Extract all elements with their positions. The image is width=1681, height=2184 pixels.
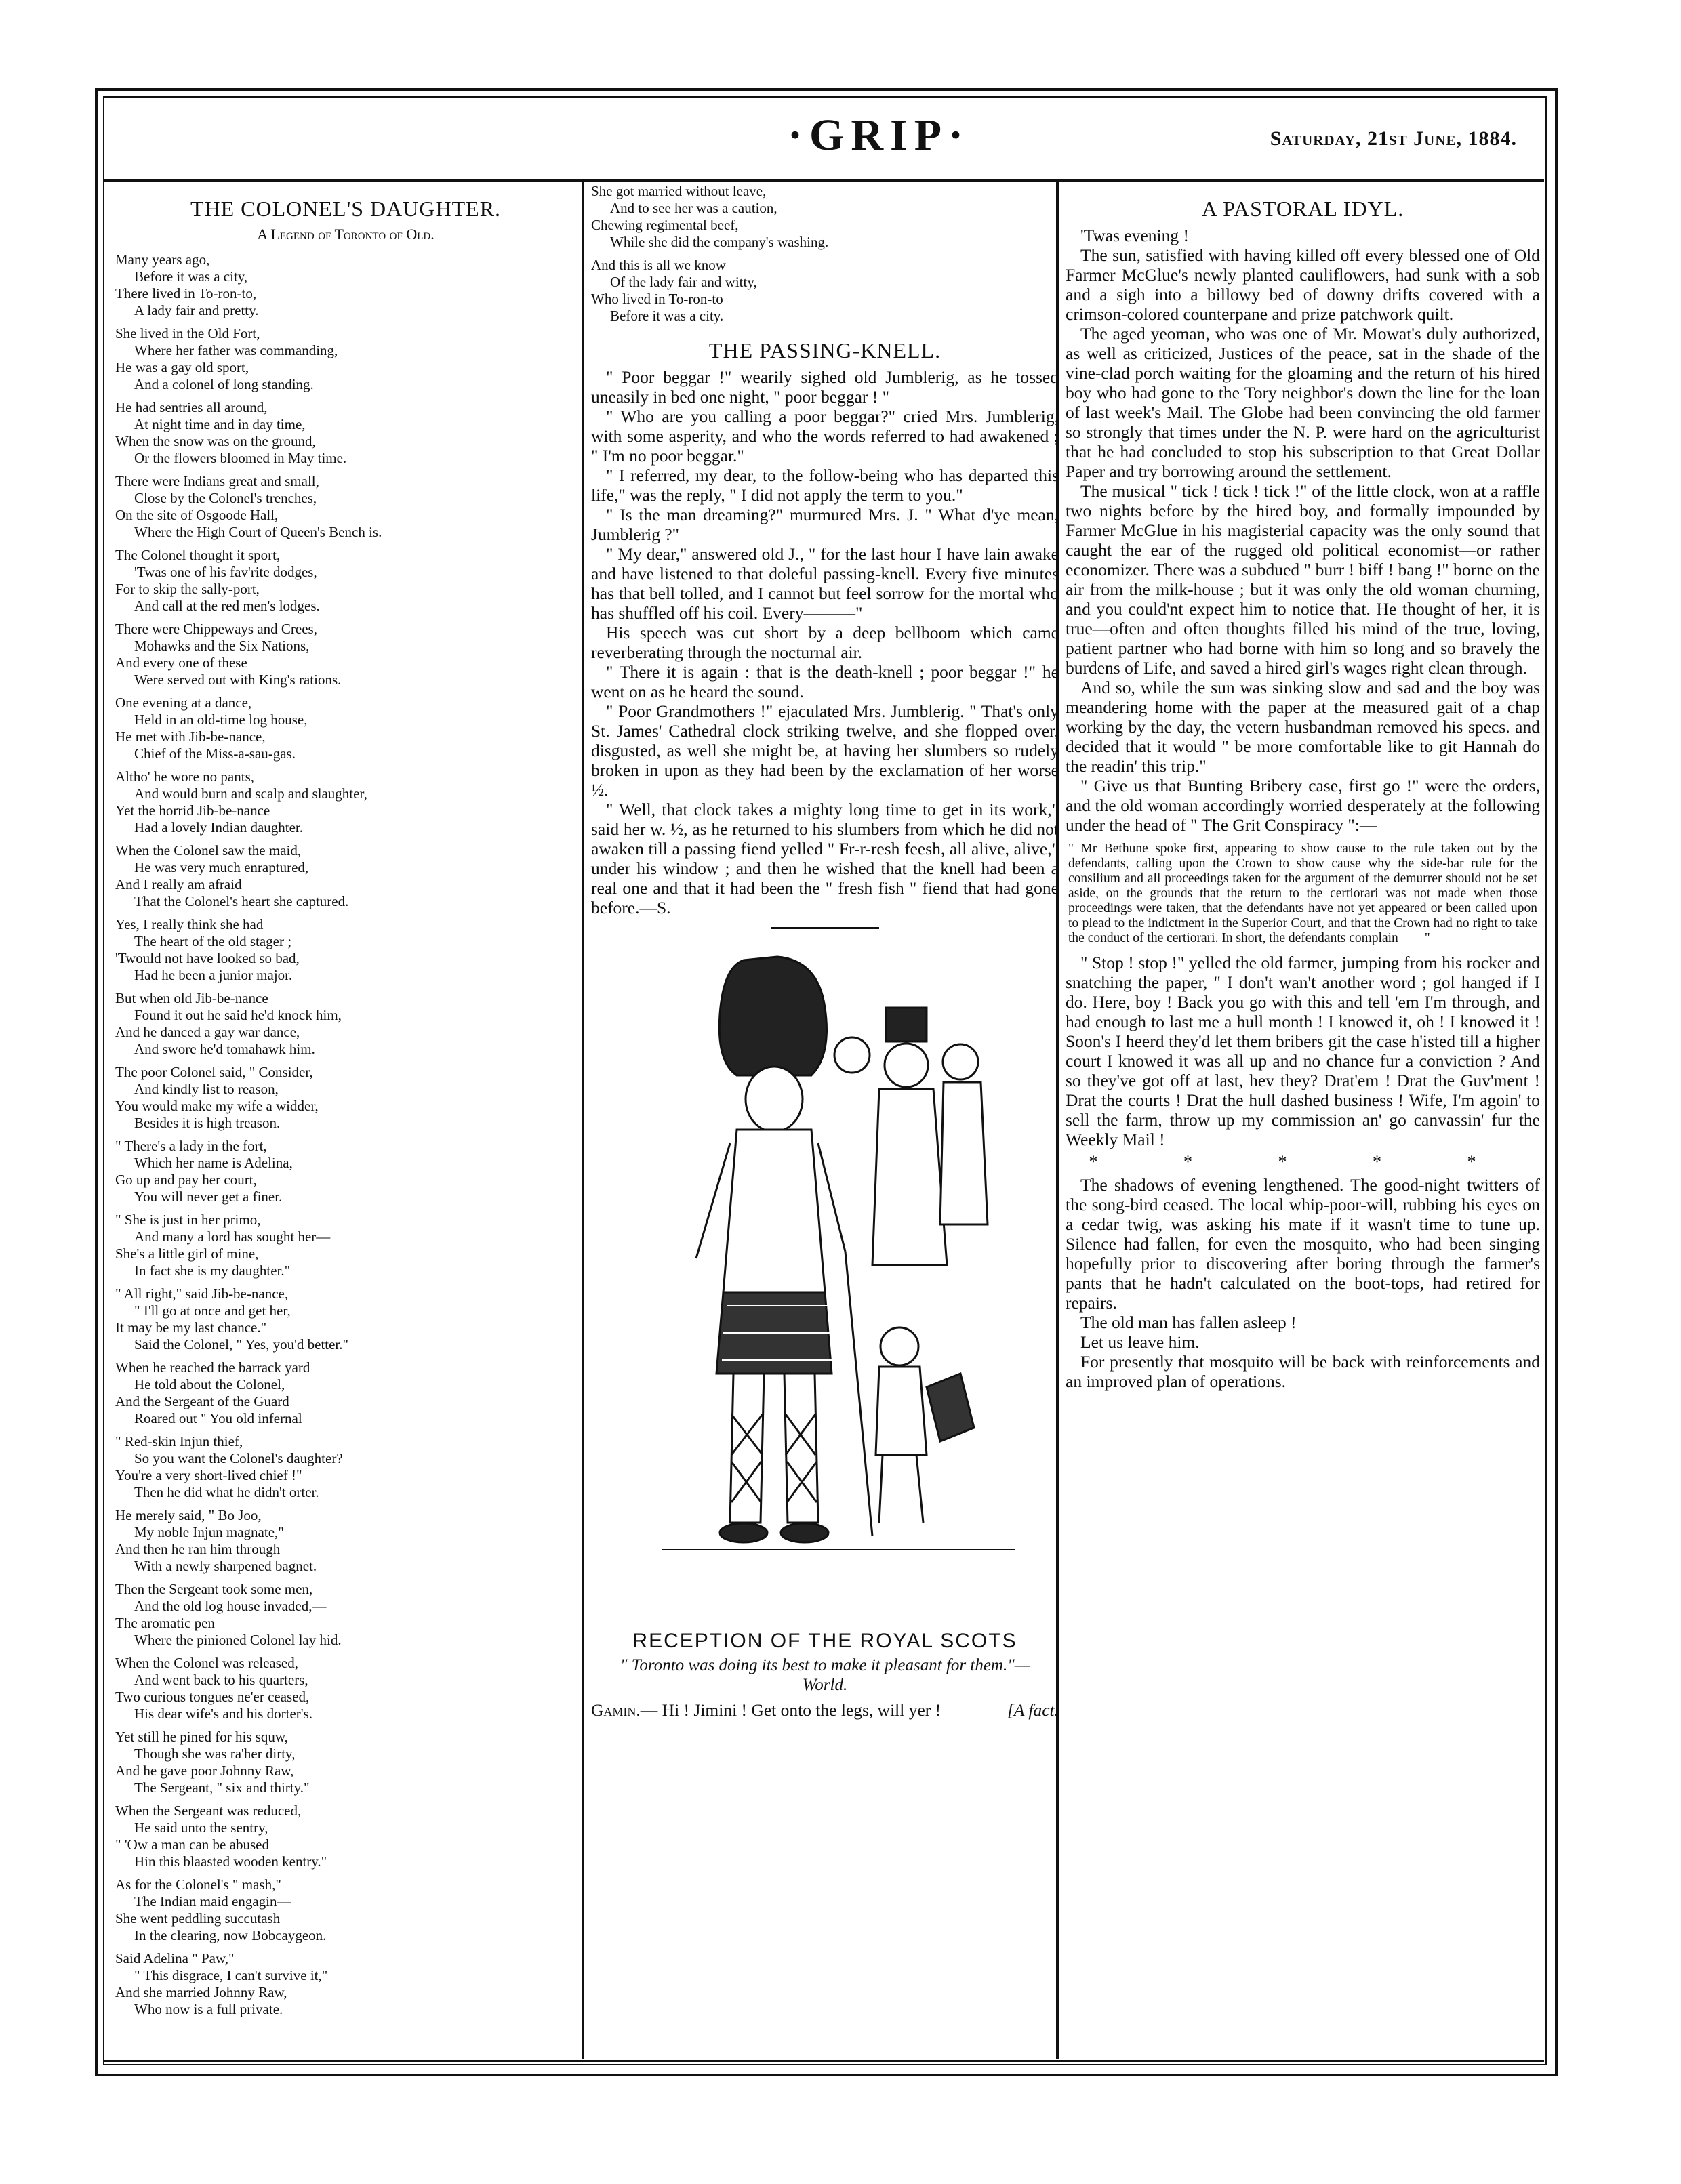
poem-line: While she did the company's washing.	[610, 234, 829, 250]
passing-knell-title: THE PASSING-KNELL.	[708, 338, 941, 363]
poem-line: His dear wife's and his dorter's.	[134, 1706, 313, 1722]
poem-line: And went back to his quarters,	[134, 1672, 308, 1688]
section-stars: * * * * *	[1089, 1152, 1517, 1172]
poem-line: So you want the Colonel's daughter?	[134, 1450, 343, 1466]
poem-line: Yet the horrid Jib-be-nance	[115, 802, 270, 819]
poem-stanza	[115, 251, 576, 319]
poem-stanza	[115, 1433, 576, 1501]
poem-line: When the snow was on the ground,	[115, 433, 316, 449]
column-middle	[591, 183, 1059, 2062]
poem-line: He said unto the sentry,	[134, 1819, 268, 1836]
poem-line: " There's a lady in the fort,	[115, 1138, 267, 1154]
poem-line: He was a gay old sport,	[115, 359, 249, 375]
newspaper-title: ·GRIP·	[788, 110, 971, 160]
paragraph: The aged yeoman, who was one of Mr. Mowat's duly authorized, as well as criticized, Justices of the peace, sat in the shade of the vine-clad porch waiting for the gloaming and the return of his hired boy who had gone to the Tory neighbor's down the line for the loan of last week's Mail. The Globe had been convincing the old farmer so strongly that times under the N. P. were hard on the agriculturist that he had concluded to stop his subscription to that Great Dollar Paper and try borrowing around the settlement.	[1066, 324, 1540, 481]
poem-line: The Sergeant, " six and thirty."	[134, 1779, 310, 1796]
poem-line: There lived in To-ron-to,	[115, 285, 257, 302]
paragraph: " Stop ! stop !" yelled the old farmer, jumping from his rocker and snatching the paper, " I don't wan't another word ; gol hanged if I do. Here, boy ! Back you go with this and tell 'em I'm through, and had enough to last me a hull month ! I knowed it, oh ! I knowed it ! Soon's I heerd they'd let them bribers git the case h'isted till a higher court I knowed it was all up and no chance fur a conviction ? And so they've got off at last, hev they? Drat'em ! Drat the Guv'ment ! Drat the courts ! Drat the hull dashed business ! Wife, I'm agoin' to sell the farm, throw up my commission an' go canvassin' fur the Weekly Mail !	[1066, 953, 1540, 1149]
poem-line: She lived in the Old Fort,	[115, 325, 260, 342]
poem-stanza	[115, 1581, 576, 1649]
cartoon-dialogue	[591, 1700, 1059, 1720]
poem-line: Altho' he wore no pants,	[115, 768, 254, 785]
poem-line: And swore he'd tomahawk him.	[134, 1041, 315, 1057]
poem-line: And a colonel of long standing.	[134, 376, 314, 392]
poem-line: " Red-skin Injun thief,	[115, 1433, 243, 1449]
cartoon-quote: " Toronto was doing its best to make it pleasant for them."—World.	[620, 1656, 1030, 1694]
poem-line: And he gave poor Johnny Raw,	[115, 1763, 294, 1779]
poem-line: When the Sergeant was reduced,	[115, 1802, 302, 1819]
poem-line: Though she was ra'her dirty,	[134, 1746, 296, 1762]
poem-stanza	[115, 1507, 576, 1575]
poem-line: The Colonel thought it sport,	[115, 547, 281, 563]
poem-continued	[591, 183, 1059, 325]
poem-line: The heart of the old stager ;	[134, 933, 292, 949]
legal-quote: " Mr Bethune spoke first, appearing to show cause to the rule taken out by the defendants, calling upon the Crown to show cause why the side-bar rule for the consilium and all proceedings taken for the argument of the demurrer should not be set aside, on the grounds that the return to the certiorari was not made when those proceedings were taken, that the defendants have not yet appeared or been called upon to plead to the indictment in the Superior Court, and that the Crown had no right to take the conduct of the certiorari. In short, the defendants complain——"	[1068, 842, 1537, 945]
poem-line: " This disgrace, I can't survive it,"	[134, 1967, 328, 1983]
poem-stanza	[115, 1729, 576, 1796]
poem-line: Then the Sergeant took some men,	[115, 1581, 313, 1597]
poem-line: Roared out " You old infernal	[134, 1410, 302, 1426]
poem-body	[115, 251, 576, 2018]
poem-stanza	[115, 621, 576, 688]
gamin-note: [A fact.	[1007, 1700, 1059, 1720]
poem-line: He had sentries all around,	[115, 399, 268, 415]
poem-line: It may be my last chance."	[115, 1319, 267, 1336]
poem-stanza	[115, 1138, 576, 1206]
poem-line: She's a little girl of mine,	[115, 1245, 259, 1262]
poem-stanza	[115, 842, 576, 910]
paragraph: The shadows of evening lengthened. The good-night twitters of the song-bird ceased. The local whip-poor-will, rubbing his eyes on a cedar twig, was asking his mate if it wasn't time to tune up. Silence had fallen, for even the mosquito, who had been singing hopefully prior to discovering after boring through the farmer's pants that he hadn't calculated on the boot-tops, had retired for repairs.	[1066, 1175, 1540, 1313]
poem-stanza	[115, 1655, 576, 1723]
poem-line: For to skip the sally-port,	[115, 581, 260, 597]
paragraph: The musical " tick ! tick ! tick !" of the little clock, won at a raffle two nights before by the hired boy, and formally impounded by Farmer McGlue in his magisterial capacity was the only sound that caught the ear of the rugged old political economist—or rather economizer. There was a subdued " burr ! biff ! bang !" borne on the air from the milk-house ; but it was only the old woman churning, and you could'nt expect him to notice that. He thought of her, it is true—often and often thoughts filled his mind of the true, loving, patient partner who had borne with him so long and so bravely the burdens of Life, and saved a hired girl's wages right clean through.	[1066, 481, 1540, 678]
poem-line: Chewing regimental beef,	[591, 217, 739, 233]
poem-line: You're a very short-lived chief !"	[115, 1467, 302, 1483]
paragraph: " Who are you calling a poor beggar?" cried Mrs. Jumblerig, with some asperity, and who the words referred to had awakened ; " I'm no poor beggar."	[591, 407, 1059, 466]
poem-line: A lady fair and pretty.	[134, 302, 259, 318]
poem-line: She went peddling succutash	[115, 1910, 281, 1927]
poem-line: And would burn and scalp and slaughter,	[134, 785, 367, 802]
poem-line: 'Twould not have looked so bad,	[115, 950, 300, 966]
poem-line: Besides it is high treason.	[134, 1115, 281, 1131]
poem-line: Of the lady fair and witty,	[610, 274, 757, 290]
paragraph: " Poor beggar !" wearily sighed old Jumblerig, as he tossed uneasily in bed one night, " poor beggar ! "	[591, 367, 1059, 407]
poem-line: Go up and pay her court,	[115, 1172, 257, 1188]
poem-line: And call at the red men's lodges.	[134, 598, 320, 614]
pastoral-body-c	[1066, 1175, 1540, 1391]
poem-line: Before it was a city.	[610, 308, 724, 324]
poem-line: That the Colonel's heart she captured.	[134, 893, 349, 909]
paragraph: For presently that mosquito will be back with reinforcements and an improved plan of operations.	[1066, 1352, 1540, 1391]
poem-line: You will never get a finer.	[134, 1189, 283, 1205]
cartoon-illustration	[608, 940, 1042, 1624]
paragraph: His speech was cut short by a deep bellboom which came reverberating through the nocturnal air.	[591, 623, 1059, 662]
poem-line: Or the flowers bloomed in May time.	[134, 450, 347, 466]
poem-stanza	[115, 1950, 576, 2018]
divider	[771, 927, 879, 929]
poem-line: At night time and in day time,	[134, 416, 306, 432]
poem-line: Where the High Court of Queen's Bench is.	[134, 524, 382, 540]
poem-stanza	[115, 473, 576, 541]
poem-line: The Indian maid engagin—	[134, 1893, 291, 1910]
pastoral-body-a	[1066, 226, 1540, 835]
poem-line: He told about the Colonel,	[134, 1376, 285, 1393]
column-rule	[582, 182, 584, 2059]
poem-stanza	[115, 1876, 576, 1944]
poem-stanza	[591, 183, 1059, 251]
poem-line: And many a lord has sought her—	[134, 1229, 331, 1245]
paragraph: " Is the man dreaming?" murmured Mrs. J. " What d'ye mean, Jumblerig ?"	[591, 505, 1059, 544]
poem-line: 'Twas one of his fav'rite dodges,	[134, 564, 317, 580]
poem-line: " I'll go at once and get her,	[134, 1302, 291, 1319]
poem-line: In the clearing, now Bobcaygeon.	[134, 1927, 327, 1943]
paragraph: " There it is again : that is the death-knell ; poor beggar !" he went on as he heard the sound.	[591, 662, 1059, 701]
poem-line: " All right," said Jib-be-nance,	[115, 1285, 289, 1302]
poem-stanza	[115, 1285, 576, 1353]
poem-stanza	[115, 990, 576, 1058]
poem-line: When he reached the barrack yard	[115, 1359, 310, 1376]
paragraph: " I referred, my dear, to the follow-being who has departed this life," was the reply, " I did not apply the term to you."	[591, 466, 1059, 505]
poem-stanza	[115, 1212, 576, 1279]
poem-line: And he danced a gay war dance,	[115, 1024, 300, 1040]
poem-line: There were Chippeways and Crees,	[115, 621, 317, 637]
paragraph: And so, while the sun was sinking slow and sad and the boy was meandering home with the paper at the measured gait of a chap working by the day, the vetern husbandman removed his specs. and decided that it would " be more comfortable like to git Hannah do the readin' this trip."	[1066, 678, 1540, 776]
poem-line: One evening at a dance,	[115, 695, 252, 711]
poem-stanza	[591, 257, 1059, 325]
gamin-speaker: Gamin.	[591, 1700, 641, 1720]
pastoral-title: A PASTORAL IDYL.	[1201, 197, 1404, 221]
poem-line: In fact she is my daughter."	[134, 1262, 291, 1279]
poem-stanza	[115, 1802, 576, 1870]
poem-line: The aromatic pen	[115, 1615, 215, 1631]
poem-stanza	[115, 768, 576, 836]
poem-line: And every one of these	[115, 655, 247, 671]
poem-line: Where the pinioned Colonel lay hid.	[134, 1632, 342, 1648]
poem-line: And the old log house invaded,—	[134, 1598, 327, 1614]
cartoon-caption: RECEPTION OF THE ROYAL SCOTS	[632, 1630, 1017, 1652]
poem-line: " 'Ow a man can be abused	[115, 1836, 269, 1853]
poem-stanza	[115, 916, 576, 984]
poem-line: There were Indians great and small,	[115, 473, 319, 489]
poem-line: When the Colonel saw the maid,	[115, 842, 302, 859]
poem-line: When the Colonel was released,	[115, 1655, 298, 1671]
poem-line: On the site of Osgoode Hall,	[115, 507, 279, 523]
poem-line: And to see her was a caution,	[610, 200, 777, 216]
poem-line: She got married without leave,	[591, 183, 767, 199]
poem-line: Chief of the Miss-a-sau-gas.	[134, 745, 296, 762]
poem-line: As for the Colonel's " mash,"	[115, 1876, 281, 1893]
passing-knell-body	[591, 367, 1059, 918]
poem-line: Had he been a junior major.	[134, 967, 293, 983]
poem-line: You would make my wife a widder,	[115, 1098, 319, 1114]
poem-stanza	[115, 325, 576, 393]
poem-line: Close by the Colonel's trenches,	[134, 490, 317, 506]
poem-line: Before it was a city,	[134, 268, 248, 285]
poem-line: Two curious tongues ne'er ceased,	[115, 1689, 310, 1705]
column-pastoral	[1066, 183, 1540, 2062]
poem-line: Said Adelina " Paw,"	[115, 1950, 235, 1966]
paragraph: Let us leave him.	[1080, 1332, 1200, 1352]
poem-line: But when old Jib-be-nance	[115, 990, 268, 1006]
issue-date: Saturday, 21st June, 1884.	[1270, 127, 1517, 150]
pastoral-body-b	[1066, 953, 1540, 1149]
poem-stanza	[115, 1359, 576, 1427]
paragraph: " Give us that Bunting Bribery case, first go !" were the orders, and the old woman accordingly worried desperately at the following under the head of " The Grit Conspiracy ":—	[1066, 776, 1540, 835]
masthead	[103, 96, 1544, 182]
poem-line: My noble Injun magnate,"	[134, 1524, 284, 1540]
poem-line: And she married Johnny Raw,	[115, 1984, 287, 2000]
poem-stanza	[115, 1064, 576, 1132]
poem-line: Many years ago,	[115, 251, 210, 268]
poem-stanza	[115, 695, 576, 762]
poem-line: Found it out he said he'd knock him,	[134, 1007, 342, 1023]
poem-stanza	[115, 547, 576, 615]
paragraph: 'Twas evening !	[1080, 226, 1190, 245]
footer-rule	[103, 2060, 1544, 2062]
poem-line: Were served out with King's rations.	[134, 672, 342, 688]
gamin-text: — Hi ! Jimini ! Get onto the legs, will yer !	[640, 1700, 941, 1720]
poem-line: Mohawks and the Six Nations,	[134, 638, 310, 654]
poem-line: Who lived in To-ron-to	[591, 291, 723, 307]
poem-line: Yes, I really think she had	[115, 916, 264, 932]
paragraph: " Poor Grandmothers !" ejaculated Mrs. Jumblerig. " That's only St. James' Cathedral clock striking twelve, and she flopped over, disgusted, as well she might be, at having her slumbers so rudely broken in upon as they had been by the exclamation of her worse ½.	[591, 701, 1059, 800]
poem-line: And I really am afraid	[115, 876, 242, 892]
poem-line: Said the Colonel, " Yes, you'd better."	[134, 1336, 349, 1353]
poem-line: He was very much enraptured,	[134, 859, 309, 875]
paragraph: The old man has fallen asleep !	[1080, 1313, 1297, 1332]
paragraph: " Well, that clock takes a mighty long time to get in its work," said her w. ½, as he returned to his slumbers from which he did not awaken till a passing fiend yelled " Fr-r-resh feesh, all alive, alive," under his window ; and then he wished that the knell had been a real one and that it had been the " fresh fish " fiend that had gone before.—S.	[591, 800, 1059, 918]
paragraph: The sun, satisfied with having killed off every blessed one of Old Farmer McGlue's newly planted cauliflowers, had sunk with a sob and a sigh into a billowy bed of downy drifts covered with a crimson-colored counterpane and prize patchwork quilt.	[1066, 245, 1540, 324]
poem-line: With a newly sharpened bagnet.	[134, 1558, 317, 1574]
poem-line: Which her name is Adelina,	[134, 1155, 293, 1171]
poem-line: Then he did what he didn't orter.	[134, 1484, 319, 1500]
poem-line: Yet still he pined for his squw,	[115, 1729, 288, 1745]
poem-line: The poor Colonel said, " Consider,	[115, 1064, 313, 1080]
column-poem	[115, 183, 576, 2062]
poem-line: Where her father was commanding,	[134, 342, 338, 358]
poem-line: Hin this blaasted wooden kentry."	[134, 1853, 327, 1870]
poem-title: THE COLONEL'S DAUGHTER.	[190, 197, 502, 221]
poem-line: " She is just in her primo,	[115, 1212, 261, 1228]
poem-line: He met with Jib-be-nance,	[115, 728, 266, 745]
poem-line: And this is all we know	[591, 257, 726, 273]
poem-line: And kindly list to reason,	[134, 1081, 279, 1097]
poem-line: And the Sergeant of the Guard	[115, 1393, 289, 1409]
poem-subtitle: A Legend of Toronto of Old.	[257, 226, 434, 243]
poem-line: Held in an old-time log house,	[134, 712, 308, 728]
poem-line: Had a lovely Indian daughter.	[134, 819, 304, 836]
poem-line: He merely said, " Bo Joo,	[115, 1507, 262, 1523]
paragraph: " My dear," answered old J., " for the last hour I have lain awake and have listened to that doleful passing-knell. Every five minutes has that bell tolled, and I cannot but feel sorrow for the mortal who has shuffled off his coil. Every———"	[591, 544, 1059, 623]
poem-line: And then he ran him through	[115, 1541, 281, 1557]
poem-line: Who now is a full private.	[134, 2001, 283, 2017]
poem-stanza	[115, 399, 576, 467]
